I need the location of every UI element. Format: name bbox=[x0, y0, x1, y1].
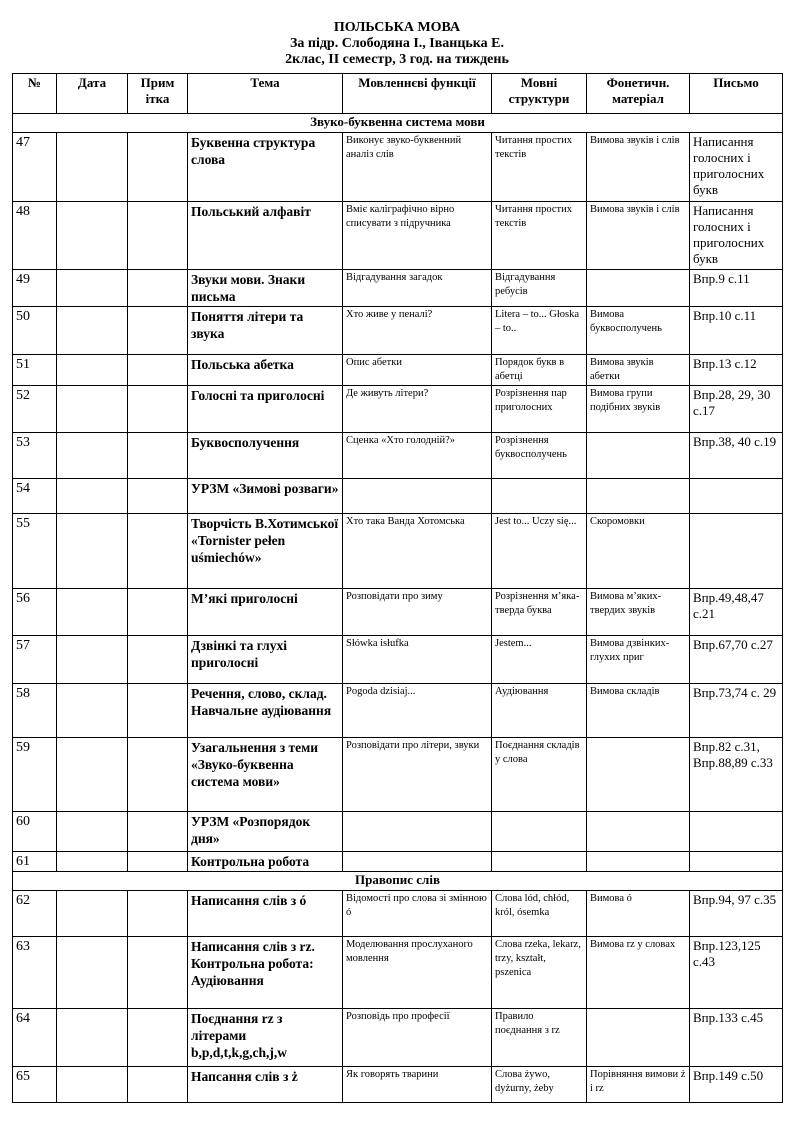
cell-note bbox=[128, 684, 188, 738]
textbook-authors: За підр. Слободяна І., Іванцька Е. bbox=[290, 36, 504, 51]
cell-num: 60 bbox=[13, 812, 57, 852]
cell-topic: Напсання слів з ż bbox=[188, 1067, 343, 1103]
cell-language-structures: Litera – to... Głoska – to.. bbox=[492, 307, 587, 355]
cell-phonetic-material bbox=[587, 852, 690, 872]
cell-phonetic-material bbox=[587, 479, 690, 514]
cell-speech-functions: Виконує звуко-буквенний аналіз слів bbox=[343, 133, 492, 202]
col-header-note: Прим ітка bbox=[128, 74, 188, 114]
table-row bbox=[13, 852, 783, 872]
cell-date bbox=[57, 433, 128, 479]
cell-note bbox=[128, 891, 188, 937]
table-row bbox=[13, 636, 783, 684]
cell-phonetic-material: Вимова ó bbox=[587, 891, 690, 937]
cell-topic: Дзвінкі та глухі приголосні bbox=[188, 636, 343, 684]
section-title: Правопис слів bbox=[13, 872, 783, 891]
col-header-writing: Письмо bbox=[690, 74, 783, 114]
cell-note bbox=[128, 133, 188, 202]
cell-phonetic-material bbox=[587, 738, 690, 812]
cell-num: 63 bbox=[13, 937, 57, 1009]
cell-topic: Речення, слово, склад. Навчальне аудіювання bbox=[188, 684, 343, 738]
cell-topic: Буквенна структура слова bbox=[188, 133, 343, 202]
cell-date bbox=[57, 386, 128, 433]
cell-language-structures: Слова lód, chłód, król, ósemka bbox=[492, 891, 587, 937]
cell-writing: Впр.49,48,47 с.21 bbox=[690, 589, 783, 636]
cell-topic: Поєднання rz з літерами b,p,d,t,k,g,ch,j,w bbox=[188, 1009, 343, 1067]
col-header-speech-functions: Мовленнєві функції bbox=[343, 74, 492, 114]
cell-language-structures: Слова rzeka, lekarz, trzy, kształt, pszenica bbox=[492, 937, 587, 1009]
table-row bbox=[13, 1009, 783, 1067]
cell-speech-functions: Опис абетки bbox=[343, 355, 492, 386]
cell-num: 59 bbox=[13, 738, 57, 812]
cell-topic: Звуки мови. Знаки письма bbox=[188, 270, 343, 307]
table-row bbox=[13, 202, 783, 270]
cell-speech-functions: Як говорять тварини bbox=[343, 1067, 492, 1103]
cell-num: 49 bbox=[13, 270, 57, 307]
cell-language-structures bbox=[492, 479, 587, 514]
cell-date bbox=[57, 270, 128, 307]
cell-writing: Впр.9 с.11 bbox=[690, 270, 783, 307]
cell-writing: Впр.10 с.11 bbox=[690, 307, 783, 355]
cell-date bbox=[57, 636, 128, 684]
cell-date bbox=[57, 812, 128, 852]
cell-date bbox=[57, 514, 128, 589]
table-row bbox=[13, 433, 783, 479]
cell-note bbox=[128, 433, 188, 479]
cell-speech-functions bbox=[343, 812, 492, 852]
cell-language-structures: Jestem... bbox=[492, 636, 587, 684]
col-header-language-structures: Мовні структури bbox=[492, 74, 587, 114]
cell-speech-functions: Pogoda dzisiaj... bbox=[343, 684, 492, 738]
lesson-plan-table bbox=[12, 73, 783, 1103]
cell-date bbox=[57, 891, 128, 937]
table-header-row bbox=[13, 74, 783, 114]
cell-speech-functions: Моделювання прослуханого мовлення bbox=[343, 937, 492, 1009]
cell-note bbox=[128, 589, 188, 636]
cell-note bbox=[128, 852, 188, 872]
cell-topic: УРЗМ «Розпорядок дня» bbox=[188, 812, 343, 852]
section-row bbox=[13, 872, 783, 891]
course-info: 2клас, ІІ семестр, 3 год. на тиждень bbox=[285, 52, 509, 67]
cell-language-structures: Слова żywo, dyżurny, żeby bbox=[492, 1067, 587, 1103]
cell-speech-functions: Відгадування загадок bbox=[343, 270, 492, 307]
cell-topic: Голосні та приголосні bbox=[188, 386, 343, 433]
section-title: Звуко-буквенна система мови bbox=[13, 114, 783, 133]
cell-writing: Впр.28, 29, 30 с.17 bbox=[690, 386, 783, 433]
cell-language-structures: Аудіювання bbox=[492, 684, 587, 738]
cell-speech-functions: Відомості про слова зі змінною ó bbox=[343, 891, 492, 937]
cell-writing: Впр.67,70 с.27 bbox=[690, 636, 783, 684]
cell-note bbox=[128, 514, 188, 589]
cell-topic: Написання слів з ó bbox=[188, 891, 343, 937]
table-row bbox=[13, 937, 783, 1009]
cell-writing: Впр.94, 97 с.35 bbox=[690, 891, 783, 937]
col-header-phonetic-material: Фонетичн. матеріал bbox=[587, 74, 690, 114]
cell-writing bbox=[690, 514, 783, 589]
cell-note bbox=[128, 738, 188, 812]
cell-writing bbox=[690, 479, 783, 514]
cell-topic: Буквосполучення bbox=[188, 433, 343, 479]
cell-writing: Написання голосних і приголосних букв bbox=[690, 133, 783, 202]
cell-writing bbox=[690, 852, 783, 872]
cell-num: 55 bbox=[13, 514, 57, 589]
cell-date bbox=[57, 479, 128, 514]
cell-topic: Поняття літери та звука bbox=[188, 307, 343, 355]
cell-phonetic-material: Вимова rz у словах bbox=[587, 937, 690, 1009]
document-header bbox=[0, 20, 794, 68]
cell-topic: Польський алфавіт bbox=[188, 202, 343, 270]
cell-language-structures: Розрізнення м’яка-тверда буква bbox=[492, 589, 587, 636]
cell-speech-functions: Вміє каліграфічно вірно списувати з підручника bbox=[343, 202, 492, 270]
cell-phonetic-material: Вимова дзвінких-глухих приг bbox=[587, 636, 690, 684]
cell-num: 51 bbox=[13, 355, 57, 386]
cell-topic: Творчість В.Хотимської «Tornister pełen uśmiechów» bbox=[188, 514, 343, 589]
cell-date bbox=[57, 589, 128, 636]
table-row bbox=[13, 479, 783, 514]
cell-topic: М’які приголосні bbox=[188, 589, 343, 636]
cell-language-structures: Jest to... Uczy się... bbox=[492, 514, 587, 589]
cell-speech-functions: Розповідати про зиму bbox=[343, 589, 492, 636]
cell-language-structures: Правило поєднання з rz bbox=[492, 1009, 587, 1067]
cell-note bbox=[128, 937, 188, 1009]
cell-writing bbox=[690, 812, 783, 852]
table-row bbox=[13, 133, 783, 202]
cell-date bbox=[57, 738, 128, 812]
cell-speech-functions: Розповідь про професії bbox=[343, 1009, 492, 1067]
cell-writing: Впр.149 с.50 bbox=[690, 1067, 783, 1103]
cell-num: 56 bbox=[13, 589, 57, 636]
cell-note bbox=[128, 479, 188, 514]
cell-speech-functions: Де живуть літери? bbox=[343, 386, 492, 433]
cell-writing: Написання голосних і приголосних букв bbox=[690, 202, 783, 270]
cell-note bbox=[128, 386, 188, 433]
cell-phonetic-material: Порівняння вимови ż і rz bbox=[587, 1067, 690, 1103]
cell-date bbox=[57, 684, 128, 738]
table-row bbox=[13, 589, 783, 636]
cell-date bbox=[57, 307, 128, 355]
cell-phonetic-material bbox=[587, 270, 690, 307]
table-row bbox=[13, 307, 783, 355]
cell-language-structures: Розрізнення пар приголосних bbox=[492, 386, 587, 433]
cell-topic: Узагальнення з теми «Звуко-буквенна система мови» bbox=[188, 738, 343, 812]
table-row bbox=[13, 514, 783, 589]
cell-speech-functions: Розповідати про літери, звуки bbox=[343, 738, 492, 812]
cell-num: 54 bbox=[13, 479, 57, 514]
cell-phonetic-material: Вимова звуків абетки bbox=[587, 355, 690, 386]
cell-language-structures: Читання простих текстів bbox=[492, 202, 587, 270]
cell-num: 53 bbox=[13, 433, 57, 479]
cell-num: 65 bbox=[13, 1067, 57, 1103]
cell-phonetic-material: Вимова звуків і слів bbox=[587, 133, 690, 202]
cell-num: 64 bbox=[13, 1009, 57, 1067]
cell-phonetic-material: Вимова буквосполучень bbox=[587, 307, 690, 355]
cell-num: 58 bbox=[13, 684, 57, 738]
col-header-num: № bbox=[13, 74, 57, 114]
cell-phonetic-material bbox=[587, 433, 690, 479]
cell-date bbox=[57, 1009, 128, 1067]
table-row bbox=[13, 738, 783, 812]
cell-language-structures: Відгадування ребусів bbox=[492, 270, 587, 307]
cell-language-structures bbox=[492, 812, 587, 852]
table-row bbox=[13, 270, 783, 307]
table-row bbox=[13, 812, 783, 852]
cell-language-structures: Розрізнення буквосполучень bbox=[492, 433, 587, 479]
cell-note bbox=[128, 636, 188, 684]
cell-date bbox=[57, 1067, 128, 1103]
table-row bbox=[13, 1067, 783, 1103]
table-row bbox=[13, 684, 783, 738]
cell-num: 47 bbox=[13, 133, 57, 202]
cell-language-structures: Поєднання складів у слова bbox=[492, 738, 587, 812]
cell-speech-functions: Сценка «Хто голодній?» bbox=[343, 433, 492, 479]
cell-topic: Контрольна робота bbox=[188, 852, 343, 872]
cell-note bbox=[128, 355, 188, 386]
cell-language-structures bbox=[492, 852, 587, 872]
cell-note bbox=[128, 202, 188, 270]
cell-date bbox=[57, 133, 128, 202]
cell-writing: Впр.38, 40 с.19 bbox=[690, 433, 783, 479]
cell-note bbox=[128, 307, 188, 355]
cell-phonetic-material: Вимова групи подібних звуків bbox=[587, 386, 690, 433]
col-header-date: Дата bbox=[57, 74, 128, 114]
table-row bbox=[13, 891, 783, 937]
cell-note bbox=[128, 1067, 188, 1103]
cell-writing: Впр.82 с.31, Впр.88,89 с.33 bbox=[690, 738, 783, 812]
cell-note bbox=[128, 1009, 188, 1067]
cell-date bbox=[57, 937, 128, 1009]
cell-writing: Впр.133 с.45 bbox=[690, 1009, 783, 1067]
cell-date bbox=[57, 355, 128, 386]
cell-topic: Польська абетка bbox=[188, 355, 343, 386]
cell-phonetic-material: Скоромовки bbox=[587, 514, 690, 589]
cell-speech-functions bbox=[343, 479, 492, 514]
cell-language-structures: Читання простих текстів bbox=[492, 133, 587, 202]
cell-writing: Впр.73,74 с. 29 bbox=[690, 684, 783, 738]
cell-language-structures: Порядок букв в абетці bbox=[492, 355, 587, 386]
cell-phonetic-material bbox=[587, 1009, 690, 1067]
section-row bbox=[13, 114, 783, 133]
cell-phonetic-material: Вимова звуків і слів bbox=[587, 202, 690, 270]
cell-writing: Впр.13 с.12 bbox=[690, 355, 783, 386]
cell-topic: Написання слів з rz. Контрольна робота: Аудіювання bbox=[188, 937, 343, 1009]
cell-phonetic-material: Вимова м’яких-твердих звуків bbox=[587, 589, 690, 636]
cell-date bbox=[57, 852, 128, 872]
cell-date bbox=[57, 202, 128, 270]
cell-num: 62 bbox=[13, 891, 57, 937]
cell-writing: Впр.123,125 с.43 bbox=[690, 937, 783, 1009]
cell-note bbox=[128, 270, 188, 307]
table-row bbox=[13, 386, 783, 433]
table-row bbox=[13, 355, 783, 386]
document-title: ПОЛЬСЬКА МОВА bbox=[333, 20, 461, 35]
cell-phonetic-material: Вимова складів bbox=[587, 684, 690, 738]
cell-speech-functions: Słówka isłufka bbox=[343, 636, 492, 684]
cell-phonetic-material bbox=[587, 812, 690, 852]
cell-topic: УРЗМ «Зимові розваги» bbox=[188, 479, 343, 514]
cell-note bbox=[128, 812, 188, 852]
cell-num: 48 bbox=[13, 202, 57, 270]
cell-num: 50 bbox=[13, 307, 57, 355]
cell-speech-functions: Хто живе у пеналі? bbox=[343, 307, 492, 355]
cell-num: 57 bbox=[13, 636, 57, 684]
cell-num: 52 bbox=[13, 386, 57, 433]
cell-speech-functions: Хто така Ванда Хотомська bbox=[343, 514, 492, 589]
col-header-topic: Тема bbox=[188, 74, 343, 114]
cell-speech-functions bbox=[343, 852, 492, 872]
cell-num: 61 bbox=[13, 852, 57, 872]
